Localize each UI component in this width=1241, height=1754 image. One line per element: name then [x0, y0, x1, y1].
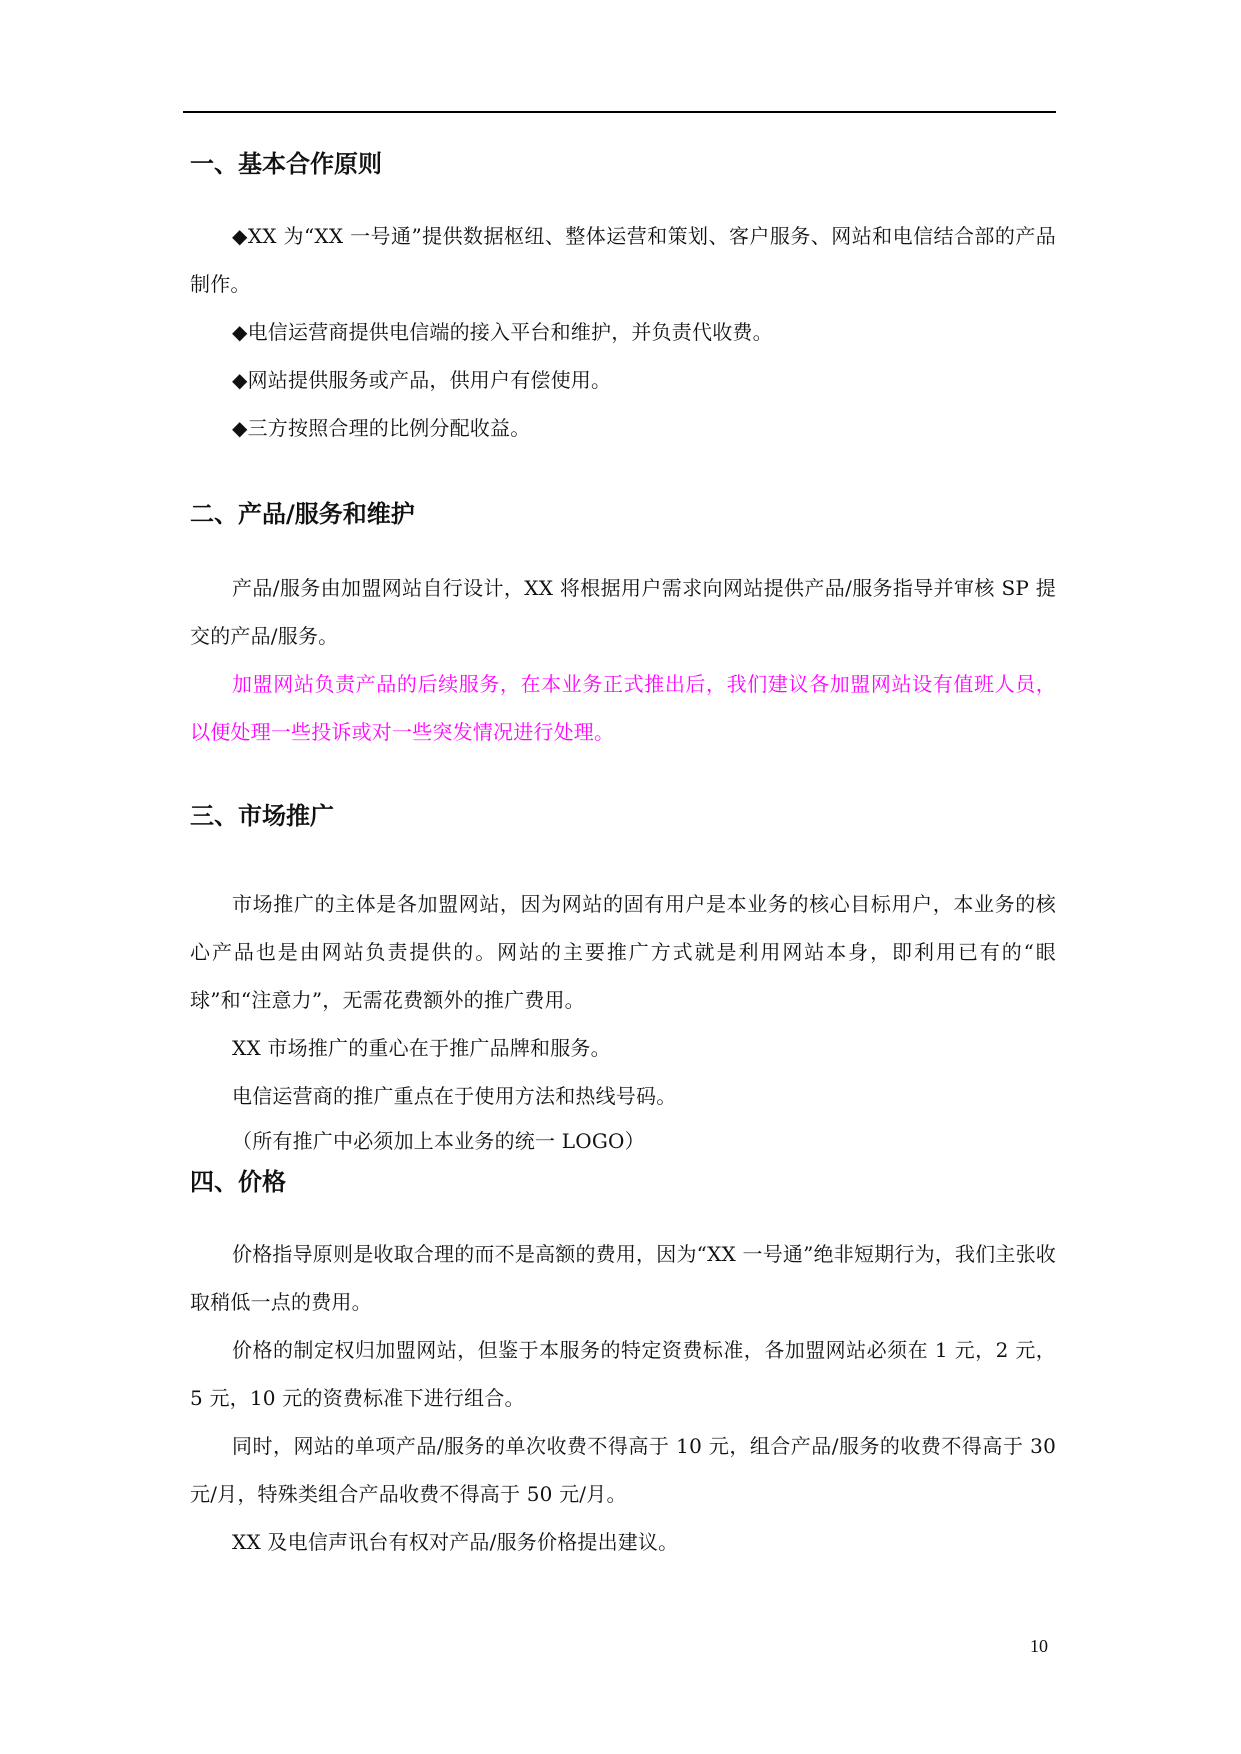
- paragraph: XX 及电信声讯台有权对产品/服务价格提出建议。: [232, 1530, 679, 1554]
- diamond-bullet-icon: ◆: [232, 224, 248, 248]
- paragraph: 同时，网站的单项产品/服务的单次收费不得高于 10 元，组合产品/服务的收费不得高于 30 元/月，特殊类组合产品收费不得高于 50 元/月。: [190, 1434, 1056, 1506]
- bullet-item-4: ◆三方按照合理的比例分配收益。: [232, 416, 531, 440]
- page-number: 10: [1030, 1636, 1048, 1656]
- bullet-item-1: ◆XX 为“XX 一号通”提供数据枢纽、整体运营和策划、客户服务、网站和电信结合部的产品制作。: [190, 224, 1056, 296]
- paragraph: 市场推广的主体是各加盟网站，因为网站的固有用户是本业务的核心目标用户，本业务的核心产品也是由网站负责提供的。网站的主要推广方式就是利用网站本身，即利用已有的“眼球”和“注意力”，无需花费额外的推广费用。: [190, 892, 1056, 1012]
- paragraph: （所有推广中必须加上本业务的统一 LOGO）: [232, 1129, 645, 1153]
- paragraph: 价格的制定权归加盟网站，但鉴于本服务的特定资费标准，各加盟网站必须在 1 元，2 元，5 元，10 元的资费标准下进行组合。: [190, 1338, 1056, 1410]
- highlighted-paragraph: 加盟网站负责产品的后续服务，在本业务正式推出后，我们建议各加盟网站设有值班人员，以便处理一些投诉或对一些突发情况进行处理。: [190, 672, 1056, 744]
- section-heading-1: 一、基本合作原则: [190, 150, 382, 178]
- diamond-bullet-icon: ◆: [232, 368, 248, 392]
- diamond-bullet-icon: ◆: [232, 416, 248, 440]
- header-rule: [183, 111, 1056, 113]
- paragraph: 电信运营商的推广重点在于使用方法和热线号码。: [232, 1084, 677, 1108]
- section-heading-3: 三、市场推广: [190, 802, 334, 830]
- section-heading-4: 四、价格: [190, 1168, 286, 1196]
- bullet-item-2: ◆电信运营商提供电信端的接入平台和维护，并负责代收费。: [232, 320, 773, 344]
- paragraph: 价格指导原则是收取合理的而不是高额的费用，因为“XX 一号通”绝非短期行为，我们主张收取稍低一点的费用。: [190, 1242, 1056, 1314]
- paragraph: 产品/服务由加盟网站自行设计，XX 将根据用户需求向网站提供产品/服务指导并审核 SP 提交的产品/服务。: [190, 576, 1056, 648]
- page-content: [190, 140, 1056, 1566]
- section-heading-2: 二、产品/服务和维护: [190, 500, 415, 528]
- diamond-bullet-icon: ◆: [232, 320, 248, 344]
- bullet-item-3: ◆网站提供服务或产品，供用户有偿使用。: [232, 368, 612, 392]
- paragraph: XX 市场推广的重心在于推广品牌和服务。: [232, 1036, 611, 1060]
